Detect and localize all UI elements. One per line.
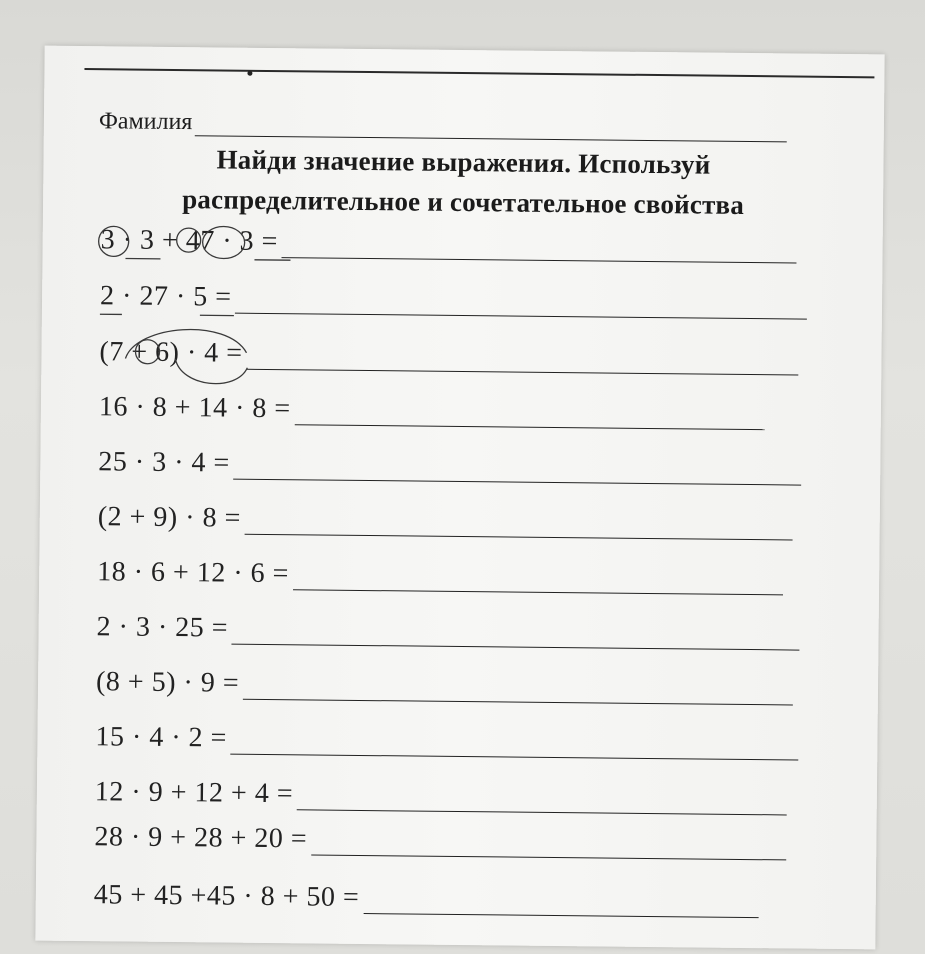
answer-blank-11 [297, 789, 787, 815]
answer-blank-8 [232, 624, 800, 651]
surname-label: Фамилия [98, 108, 193, 136]
expression-2: 2 · 27 · 5 = [99, 280, 232, 313]
surname-blank [194, 113, 786, 142]
expression-3: (7 + 6) · 4 = [99, 336, 243, 369]
answer-blank-13 [363, 893, 758, 918]
task-title [83, 138, 844, 226]
answer-blank-10 [231, 734, 799, 761]
expression-9: (8 + 5) · 9 = [95, 666, 240, 699]
top-rule [84, 68, 874, 78]
ink-dot [247, 71, 252, 76]
answer-blank-1 [282, 237, 797, 263]
expression-13: 45 + 45 +45 · 8 + 50 = [93, 879, 360, 913]
expression-7: 18 · 6 + 12 · 6 = [97, 556, 290, 590]
expression-row-6 [98, 501, 793, 540]
answer-blank-3 [246, 349, 798, 376]
expression-5: 25 · 3 · 4 = [98, 446, 230, 479]
answer-blank-5 [234, 459, 802, 486]
expression-row-3 [99, 336, 798, 375]
answer-blank-12 [311, 834, 786, 860]
answer-blank-9 [243, 679, 793, 706]
expression-row-11 [95, 776, 788, 815]
expression-row-1 [101, 224, 798, 263]
expression-row-5 [98, 446, 802, 485]
task-title-line-2: распределительное и сочетательное свойства [182, 184, 745, 220]
answer-blank-6 [245, 514, 793, 541]
expression-1: 3 · 3 + 47 · 3 = [100, 224, 279, 258]
expression-row-13 [94, 879, 759, 918]
task-title-line-1: Найди значение выражения. Используй [216, 144, 711, 180]
expression-row-8 [96, 611, 800, 650]
expression-12: 28 · 9 + 28 + 20 = [94, 821, 308, 855]
worksheet-paper [35, 46, 884, 950]
expression-row-10 [95, 721, 799, 760]
expression-row-7 [97, 556, 783, 595]
answer-blank-2 [235, 293, 807, 320]
expression-row-9 [96, 666, 793, 705]
answer-blank-4 [294, 404, 764, 430]
expression-row-12 [94, 821, 786, 860]
expression-8: 2 · 3 · 25 = [96, 611, 229, 644]
answer-blank-7 [293, 569, 783, 595]
expression-6: (2 + 9) · 8 = [97, 501, 241, 534]
expression-row-4 [99, 391, 765, 430]
surname-field [99, 108, 787, 142]
expression-4: 16 · 8 + 14 · 8 = [98, 391, 291, 425]
expression-row-2 [100, 280, 808, 319]
expression-11: 12 · 9 + 12 + 4 = [94, 776, 294, 810]
expression-10: 15 · 4 · 2 = [95, 721, 228, 754]
